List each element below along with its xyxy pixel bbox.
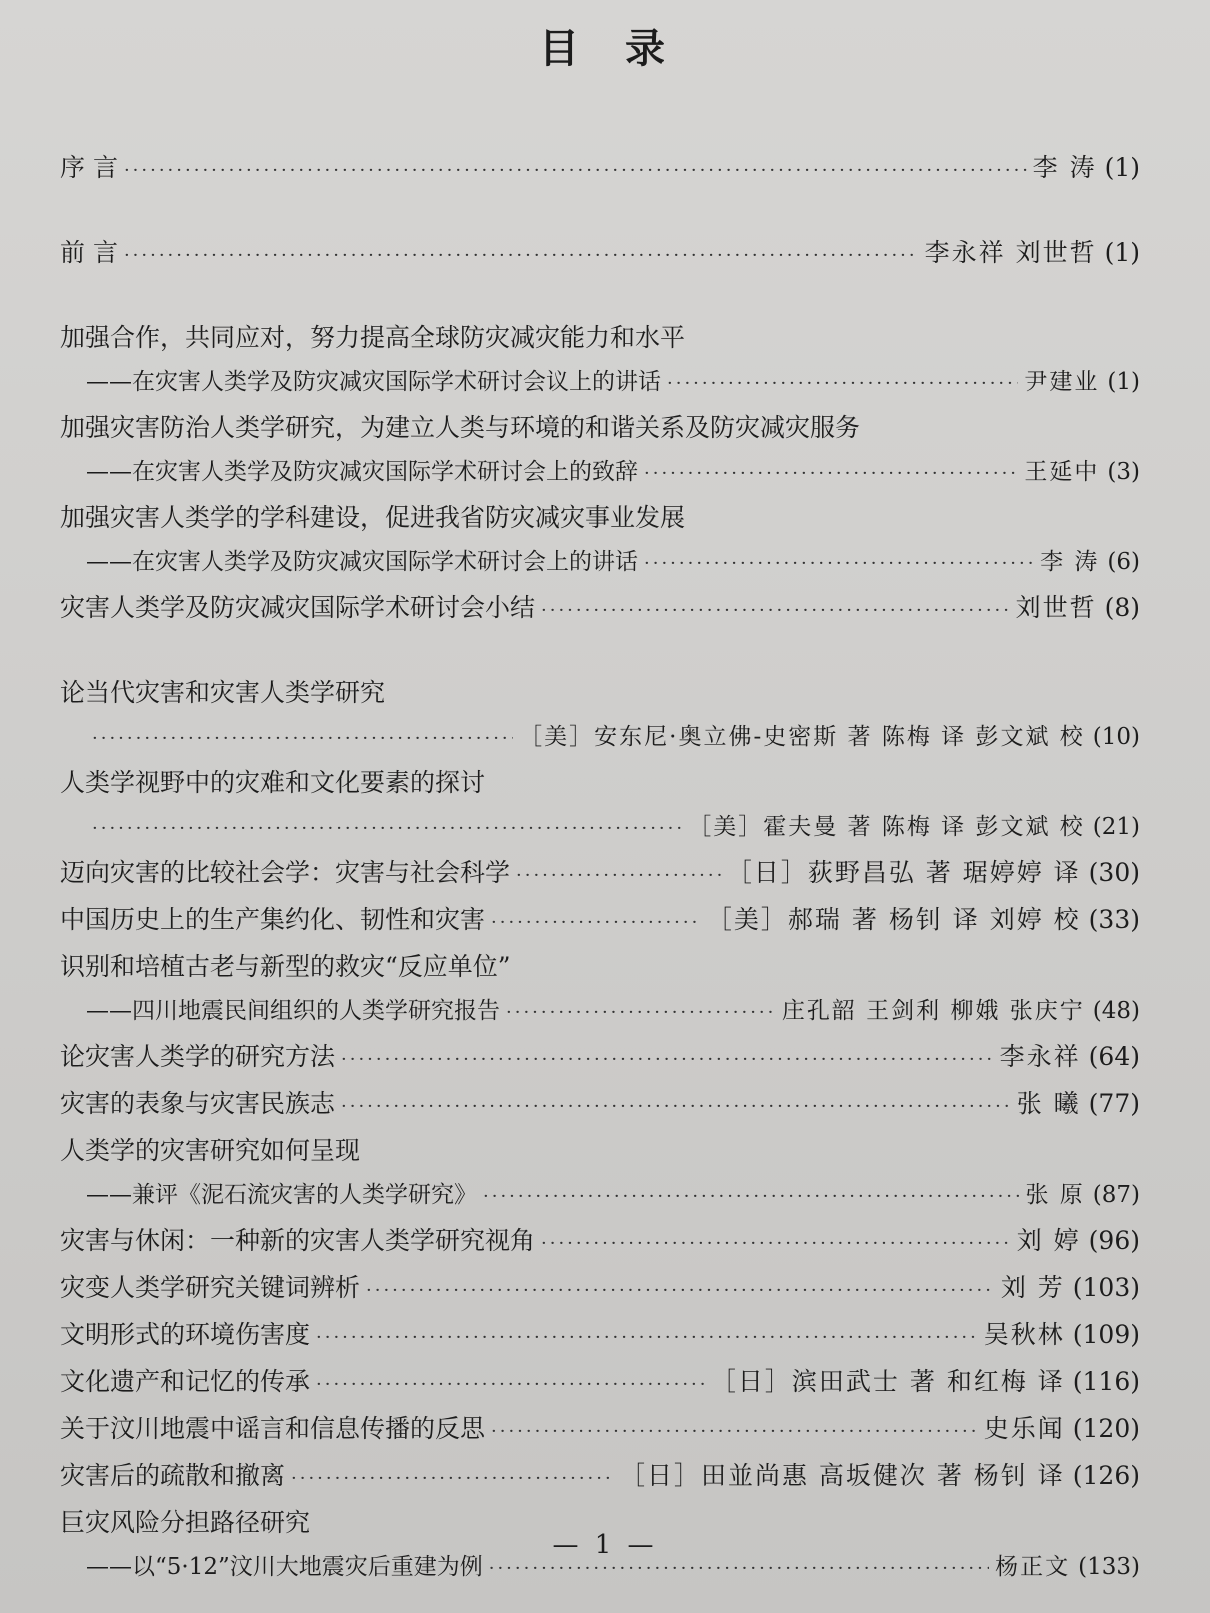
entry-page: (30) [1088, 858, 1140, 887]
toc-list [60, 146, 1140, 1591]
leader-dots [341, 1085, 1011, 1129]
toc-entry [60, 715, 1140, 761]
leader-dots [124, 149, 1027, 193]
entry-title: 灾变人类学研究关键词辨析 [60, 1273, 361, 1302]
toc-entry [60, 231, 1140, 278]
entry-title: 关于汶川地震中谣言和信息传播的反思 [60, 1414, 486, 1443]
entry-author: 庄孔韶 王剑利 柳娥 张庆宁 [781, 998, 1085, 1024]
leader-dots [541, 589, 1010, 633]
entry-page: (21) [1092, 814, 1140, 840]
toc-entry-heading: 人类学的灾害研究如何呈现 [60, 1136, 361, 1165]
toc-entry [60, 1173, 1140, 1219]
entry-page: (64) [1088, 1042, 1140, 1071]
entry-page: (87) [1092, 1182, 1140, 1208]
leader-dots [491, 1410, 978, 1454]
entry-author: 吴秋林 [983, 1320, 1065, 1349]
entry-author: ［美］霍夫曼 著 陈梅 译 彭文斌 校 [688, 814, 1085, 840]
entry-author: ［日］荻野昌弘 著 琚婷婷 译 [726, 858, 1081, 887]
page-number: — 1 — [552, 1530, 658, 1560]
entry-title: 迈向灾害的比较社会学：灾害与社会科学 [60, 858, 511, 887]
toc-entry-heading: 巨灾风险分担路径研究 [60, 1508, 311, 1537]
entry-author: 李永祥 刘世哲 [924, 238, 1097, 267]
entry-title: 灾害的表象与灾害民族志 [60, 1089, 336, 1118]
entry-page: (126) [1072, 1461, 1140, 1490]
entry-title: ——在灾害人类学及防灾减灾国际学术研讨会议上的讲话 [86, 369, 661, 395]
entry-author: 李 涛 [1032, 153, 1097, 182]
entry-page: (96) [1088, 1226, 1140, 1255]
entry-title: ——在灾害人类学及防灾减灾国际学术研讨会上的致辞 [86, 459, 638, 485]
toc-entry [60, 989, 1140, 1035]
entry-author: 杨正文 [995, 1554, 1071, 1580]
entry-title: ——以“5·12”汶川大地震灾后重建为例 [86, 1554, 483, 1580]
entry-title: 前 言 [60, 238, 118, 267]
entry-title: ——四川地震民间组织的人类学研究报告 [86, 998, 500, 1024]
toc-entry [60, 1407, 1140, 1454]
toc-entry [60, 360, 1140, 406]
entry-page: (6) [1107, 549, 1140, 575]
page-title: 目 录 [539, 25, 681, 72]
leader-dots [644, 542, 1034, 586]
entry-author: 刘 婷 [1016, 1226, 1081, 1255]
toc-entry [60, 1219, 1140, 1266]
toc-entry-heading: 加强合作，共同应对，努力提高全球防灾减灾能力和水平 [60, 323, 686, 352]
toc-entry-heading: 论当代灾害和灾害人类学研究 [60, 678, 386, 707]
entry-page: (77) [1088, 1089, 1140, 1118]
toc-entry [60, 1082, 1140, 1129]
leader-dots [506, 991, 776, 1035]
spacer [60, 278, 1140, 316]
entry-page: (3) [1107, 459, 1140, 485]
entry-author: 张 原 [1025, 1182, 1085, 1208]
entry-title: ——兼评《泥石流灾害的人类学研究》 [86, 1182, 477, 1208]
toc-entry [60, 1360, 1140, 1407]
entry-author: ［日］滨田武士 著 和红梅 译 [710, 1367, 1065, 1396]
entry-page: (8) [1104, 593, 1140, 622]
leader-dots [92, 807, 682, 851]
entry-author: 张 曦 [1016, 1089, 1081, 1118]
leader-dots [483, 1175, 1019, 1219]
toc-entry-heading: 加强灾害防治人类学研究，为建立人类与环境的和谐关系及防灾减灾服务 [60, 413, 861, 442]
toc-entry [60, 805, 1140, 851]
entry-page: (48) [1092, 998, 1140, 1024]
toc-entry [60, 851, 1140, 898]
leader-dots [341, 1038, 994, 1082]
entry-title: 文化遗产和记忆的传承 [60, 1367, 311, 1396]
leader-dots [316, 1363, 705, 1407]
entry-page: (1) [1104, 153, 1140, 182]
toc-entry [60, 450, 1140, 496]
entry-author: 李永祥 [999, 1042, 1081, 1071]
leader-dots [516, 854, 721, 898]
entry-title: 序 言 [60, 153, 118, 182]
leader-dots [316, 1316, 978, 1360]
toc-entry [60, 586, 1140, 633]
leader-dots [291, 1457, 614, 1501]
leader-dots [92, 717, 513, 761]
entry-page: (120) [1072, 1414, 1140, 1443]
toc-entry [60, 540, 1140, 586]
entry-title: 灾害人类学及防灾减灾国际学术研讨会小结 [60, 593, 536, 622]
toc-entry-heading: 识别和培植古老与新型的救灾“反应单位” [60, 952, 511, 981]
entry-page: (109) [1072, 1320, 1140, 1349]
toc-entry [60, 1266, 1140, 1313]
leader-dots [491, 901, 701, 945]
toc-entry-heading: 人类学视野中的灾难和文化要素的探讨 [60, 768, 486, 797]
entry-author: 刘 芳 [1000, 1273, 1065, 1302]
leader-dots [644, 452, 1018, 496]
entry-author: 刘世哲 [1015, 593, 1097, 622]
toc-entry [60, 146, 1140, 193]
toc-entry [60, 1313, 1140, 1360]
entry-title: 灾害后的疏散和撤离 [60, 1461, 286, 1490]
entry-page: (1) [1107, 369, 1140, 395]
entry-title: 中国历史上的生产集约化、韧性和灾害 [60, 905, 486, 934]
toc-entry [60, 898, 1140, 945]
toc-entry [60, 1454, 1140, 1501]
entry-author: 尹建业 [1024, 369, 1100, 395]
leader-dots [667, 362, 1018, 406]
entry-page: (103) [1072, 1273, 1140, 1302]
entry-page: (1) [1104, 238, 1140, 267]
entry-author: 王延中 [1024, 459, 1100, 485]
entry-page: (116) [1072, 1367, 1140, 1396]
entry-page: (133) [1078, 1554, 1140, 1580]
entry-author: ［日］田並尚惠 高坂健次 著 杨钊 译 [619, 1461, 1065, 1490]
entry-title: ——在灾害人类学及防灾减灾国际学术研讨会上的讲话 [86, 549, 638, 575]
toc-entry-heading: 加强灾害人类学的学科建设，促进我省防灾减灾事业发展 [60, 503, 686, 532]
entry-author: ［美］郝瑞 著 杨钊 译 刘婷 校 [706, 905, 1081, 934]
leader-dots [366, 1269, 995, 1313]
entry-title: 灾害与休闲：一种新的灾害人类学研究视角 [60, 1226, 536, 1255]
spacer [60, 193, 1140, 231]
entry-page: (10) [1092, 724, 1140, 750]
toc-entry [60, 1035, 1140, 1082]
entry-author: 李 涛 [1040, 549, 1100, 575]
spacer [60, 633, 1140, 671]
leader-dots [124, 234, 919, 278]
entry-author: ［美］安东尼·奥立佛-史密斯 著 陈梅 译 彭文斌 校 [519, 724, 1085, 750]
entry-title: 文明形式的环境伤害度 [60, 1320, 311, 1349]
leader-dots [541, 1222, 1011, 1266]
entry-author: 史乐闻 [983, 1414, 1065, 1443]
entry-title: 论灾害人类学的研究方法 [60, 1042, 336, 1071]
entry-page: (33) [1088, 905, 1140, 934]
